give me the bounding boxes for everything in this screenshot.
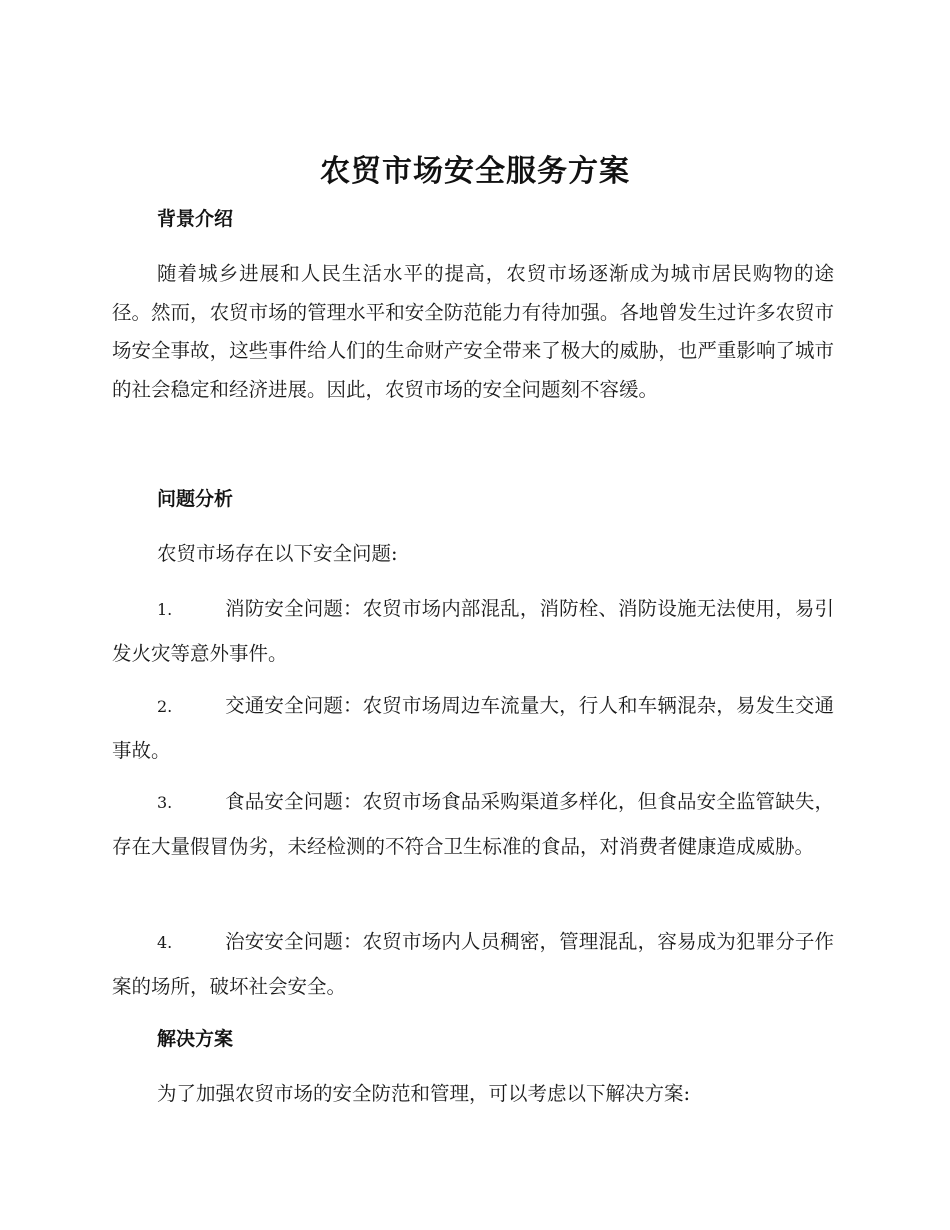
list-item-text: 食品安全问题：农贸市场食品采购渠道多样化，但食品安全监管缺失，存在大量假冒伪劣，未经检测的不符合卫生标准的食品，对消费者健康造成威胁。 bbox=[112, 790, 834, 858]
document-title: 农贸市场安全服务方案 bbox=[320, 154, 630, 189]
list-item-text: 消防安全问题：农贸市场内部混乱，消防栓、消防设施无法使用，易引发火灾等意外事件。 bbox=[112, 597, 834, 665]
section-heading-solution: 解决方案 bbox=[157, 1028, 234, 1050]
solution-intro: 为了加强农贸市场的安全防范和管理，可以考虑以下解决方案: bbox=[157, 1082, 691, 1105]
section-heading-background: 背景介绍 bbox=[157, 208, 234, 230]
list-item-number: 3. bbox=[157, 793, 173, 812]
list-item bbox=[112, 684, 834, 773]
analysis-intro: 农贸市场存在以下安全问题: bbox=[157, 542, 398, 565]
section-heading-analysis: 问题分析 bbox=[157, 488, 234, 510]
list-item bbox=[112, 587, 834, 676]
list-item-number: 4. bbox=[157, 933, 173, 952]
list-item-text: 治安安全问题：农贸市场内人员稠密，管理混乱，容易成为犯罪分子作案的场所，破坏社会安全。 bbox=[112, 930, 834, 998]
background-paragraph: 随着城乡进展和人民生活水平的提高，农贸市场逐渐成为城市居民购物的途径。然而，农贸市场的管理水平和安全防范能力有待加强。各地曾发生过许多农贸市场安全事故，这些事件给人们的生命财产安全带来了极大的威胁，也严重影响了城市的社会稳定和经济进展。因此，农贸市场的安全问题刻不容缓。 bbox=[112, 262, 834, 401]
list-item bbox=[112, 780, 834, 869]
list-item bbox=[112, 920, 834, 1009]
list-item-text: 交通安全问题：农贸市场周边车流量大，行人和车辆混杂，易发生交通事故。 bbox=[112, 694, 834, 762]
list-item-number: 1. bbox=[157, 600, 173, 619]
list-item-number: 2. bbox=[157, 697, 173, 716]
